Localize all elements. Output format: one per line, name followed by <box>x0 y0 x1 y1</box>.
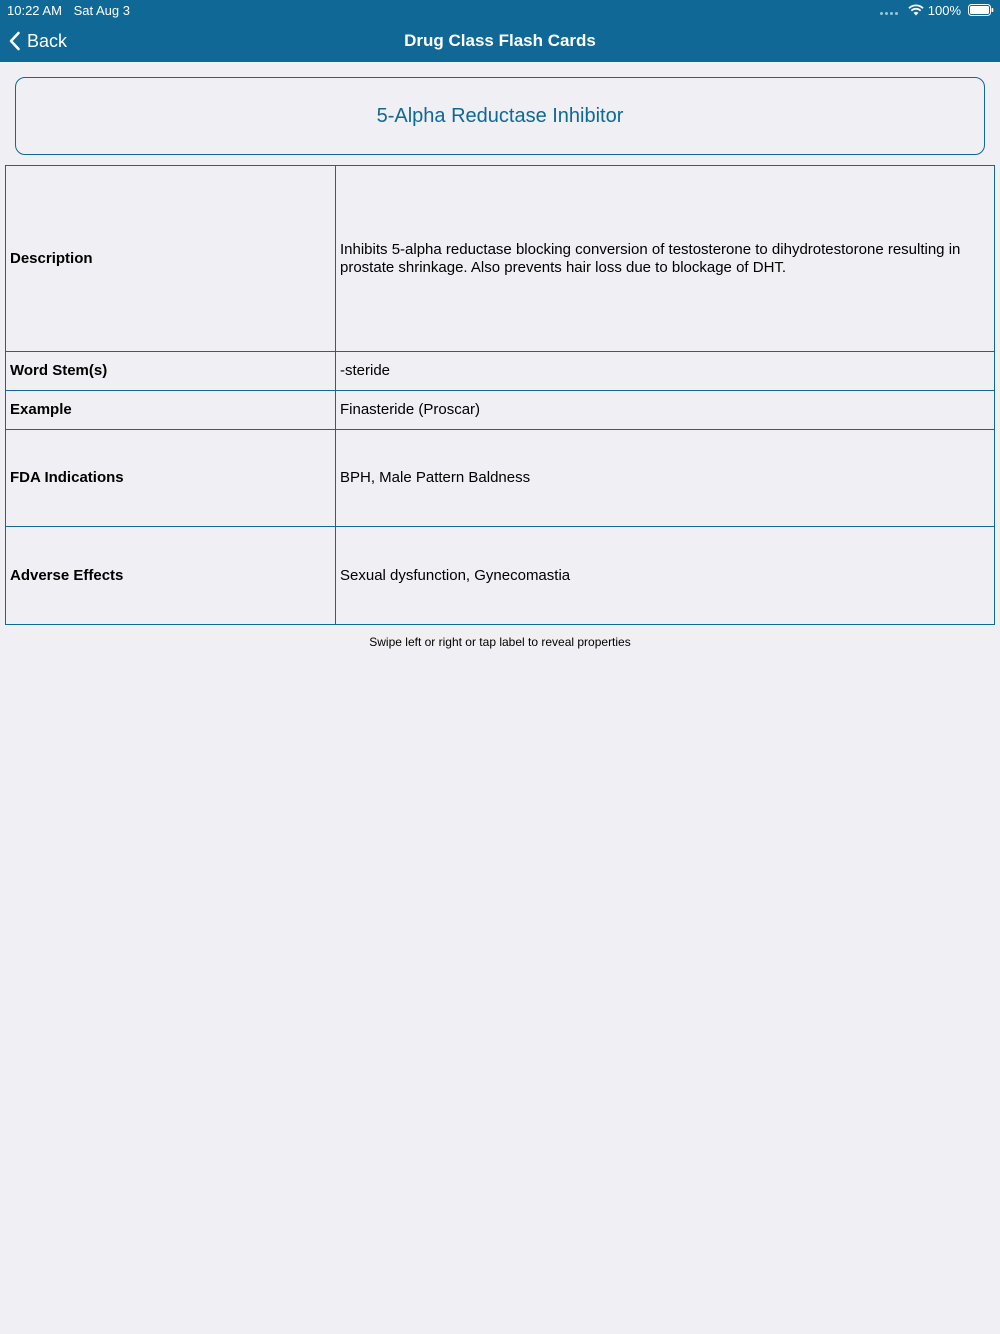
signal-dots-icon <box>880 5 898 15</box>
back-button-label: Back <box>27 30 68 51</box>
status-time: 10:22 AM <box>7 3 62 18</box>
property-label-word-stem[interactable]: Word Stem(s) <box>6 352 336 391</box>
property-value-description: Inhibits 5-alpha reductase blocking conversion of testosterone to dihydrotestorone resulting in prostate shrinkage. Also prevents hair loss due to blockage of DHT. <box>336 166 995 352</box>
property-label-adverse-effects[interactable]: Adverse Effects <box>6 527 336 625</box>
table-row <box>6 352 995 391</box>
property-label-example[interactable]: Example <box>6 391 336 430</box>
battery-icon <box>968 4 994 16</box>
property-value-word-stem: -steride <box>336 352 995 391</box>
drug-class-card[interactable] <box>15 77 985 155</box>
property-value-fda-indications: BPH, Male Pattern Baldness <box>336 430 995 527</box>
navigation-bar <box>0 20 1000 62</box>
table-row <box>6 527 995 625</box>
status-bar <box>0 0 1000 20</box>
page-title: Drug Class Flash Cards <box>404 31 596 50</box>
table-row <box>6 166 995 352</box>
property-label-description[interactable]: Description <box>6 166 336 352</box>
battery-percent: 100% <box>927 2 961 18</box>
top-bar <box>0 0 1000 62</box>
drug-class-name: 5-Alpha Reductase Inhibitor <box>376 104 624 127</box>
property-label-fda-indications[interactable]: FDA Indications <box>6 430 336 527</box>
properties-table <box>5 165 995 625</box>
table-row <box>6 391 995 430</box>
property-value-adverse-effects: Sexual dysfunction, Gynecomastia <box>336 527 995 625</box>
table-row <box>6 430 995 527</box>
swipe-hint: Swipe left or right or tap label to reveal properties <box>369 635 631 649</box>
wifi-icon <box>908 4 924 16</box>
property-value-example: Finasteride (Proscar) <box>336 391 995 430</box>
status-date: Sat Aug 3 <box>73 3 130 18</box>
